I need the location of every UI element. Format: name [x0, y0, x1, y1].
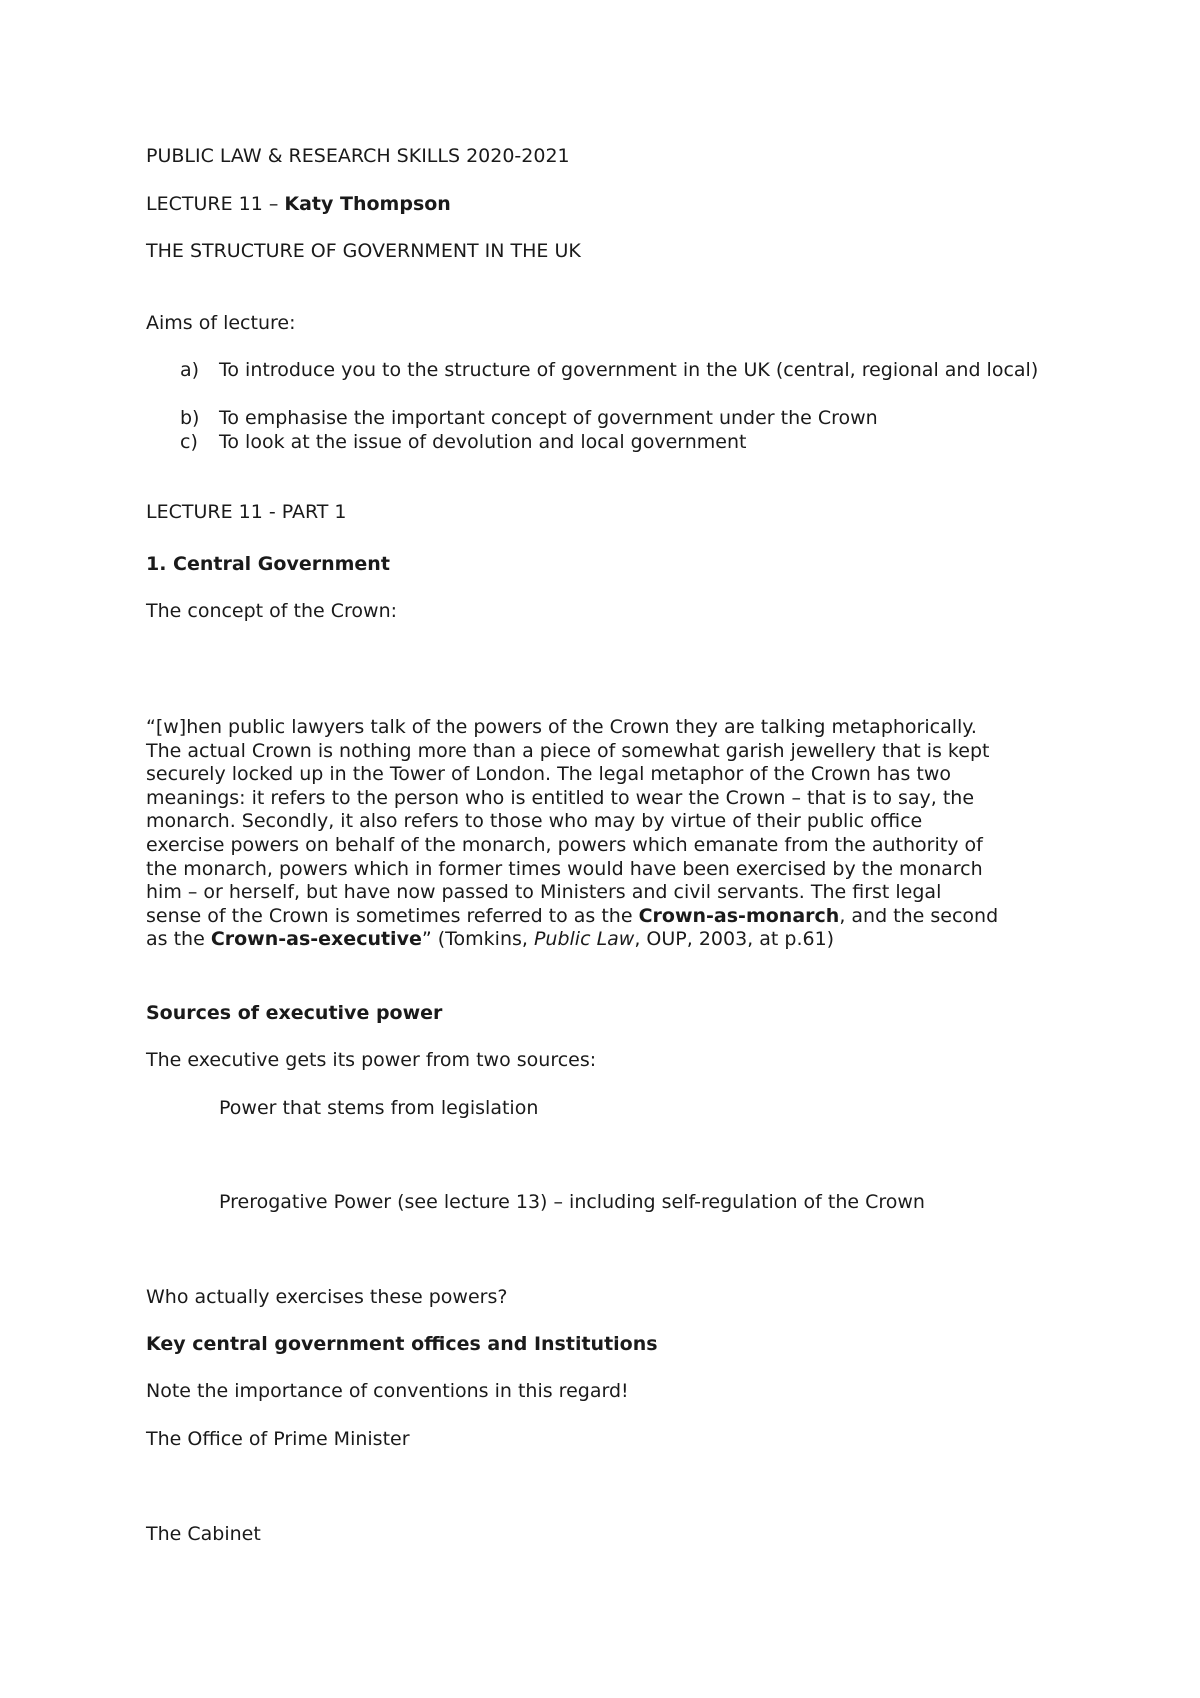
part-heading: LECTURE 11 - PART 1 — [146, 501, 347, 523]
quote-text: , OUP, 2003, at p.61) — [634, 928, 835, 951]
quote-text: , and the second — [839, 904, 999, 927]
list-marker: b) — [180, 407, 200, 429]
list-text: To introduce you to the structure of government in the UK (central, regional and local) — [219, 359, 1039, 381]
crown-as-monarch-term: Crown-as-monarch — [638, 904, 840, 927]
quote-text: as the — [146, 928, 211, 951]
conventions-note: Note the importance of conventions in this regard! — [146, 1380, 629, 1402]
lecturer-name: Katy Thompson — [284, 193, 451, 215]
source-item-legislation: Power that stems from legislation — [219, 1097, 539, 1119]
quote-line — [146, 905, 1076, 929]
quote-line: exercise powers on behalf of the monarch, powers which emanate from the authority of — [146, 833, 983, 856]
lecture-title — [146, 192, 451, 216]
tomkins-quote — [146, 716, 1076, 952]
list-text: To look at the issue of devolution and local government — [219, 431, 747, 453]
list-marker: a) — [180, 359, 200, 381]
sources-heading: Sources of executive power — [146, 1002, 443, 1024]
lecture-prefix: LECTURE 11 – — [146, 193, 285, 215]
office-prime-minister: The Office of Prime Minister — [146, 1428, 410, 1450]
list-text: To emphasise the important concept of government under the Crown — [219, 407, 878, 429]
source-item-prerogative: Prerogative Power (see lecture 13) – including self-regulation of the Crown — [219, 1191, 925, 1213]
quote-line: The actual Crown is nothing more than a piece of somewhat garish jewellery that is kept — [146, 739, 990, 762]
quote-text: ” (Tomkins, — [421, 928, 534, 951]
sources-intro: The executive gets its power from two sources: — [146, 1049, 597, 1071]
quote-line: him – or herself, but have now passed to Ministers and civil servants. The first legal — [146, 881, 942, 904]
citation-title: Public Law — [533, 928, 635, 951]
quote-line: the monarch, powers which in former times would have been exercised by the monarch — [146, 857, 983, 880]
section-heading: 1. Central Government — [146, 553, 390, 575]
crown-as-executive-term: Crown-as-executive — [210, 928, 422, 951]
course-title: PUBLIC LAW & RESEARCH SKILLS 2020-2021 — [146, 145, 570, 167]
crown-concept-label: The concept of the Crown: — [146, 600, 398, 622]
lecture-topic: THE STRUCTURE OF GOVERNMENT IN THE UK — [146, 240, 581, 262]
the-cabinet: The Cabinet — [146, 1523, 261, 1545]
offices-heading: Key central government offices and Institutions — [146, 1333, 658, 1355]
quote-line — [146, 928, 1076, 952]
aims-label: Aims of lecture: — [146, 312, 296, 334]
list-marker: c) — [180, 431, 198, 453]
quote-line: securely locked up in the Tower of London. The legal metaphor of the Crown has two — [146, 763, 952, 786]
quote-line: meanings: it refers to the person who is entitled to wear the Crown – that is to say, the — [146, 786, 975, 809]
powers-question: Who actually exercises these powers? — [146, 1286, 508, 1308]
quote-line: monarch. Secondly, it also refers to those who may by virtue of their public office — [146, 810, 923, 833]
quote-line: “[w]hen public lawyers talk of the powers of the Crown they are talking metaphorically. — [146, 716, 977, 738]
quote-text: sense of the Crown is sometimes referred to as the — [146, 904, 639, 927]
